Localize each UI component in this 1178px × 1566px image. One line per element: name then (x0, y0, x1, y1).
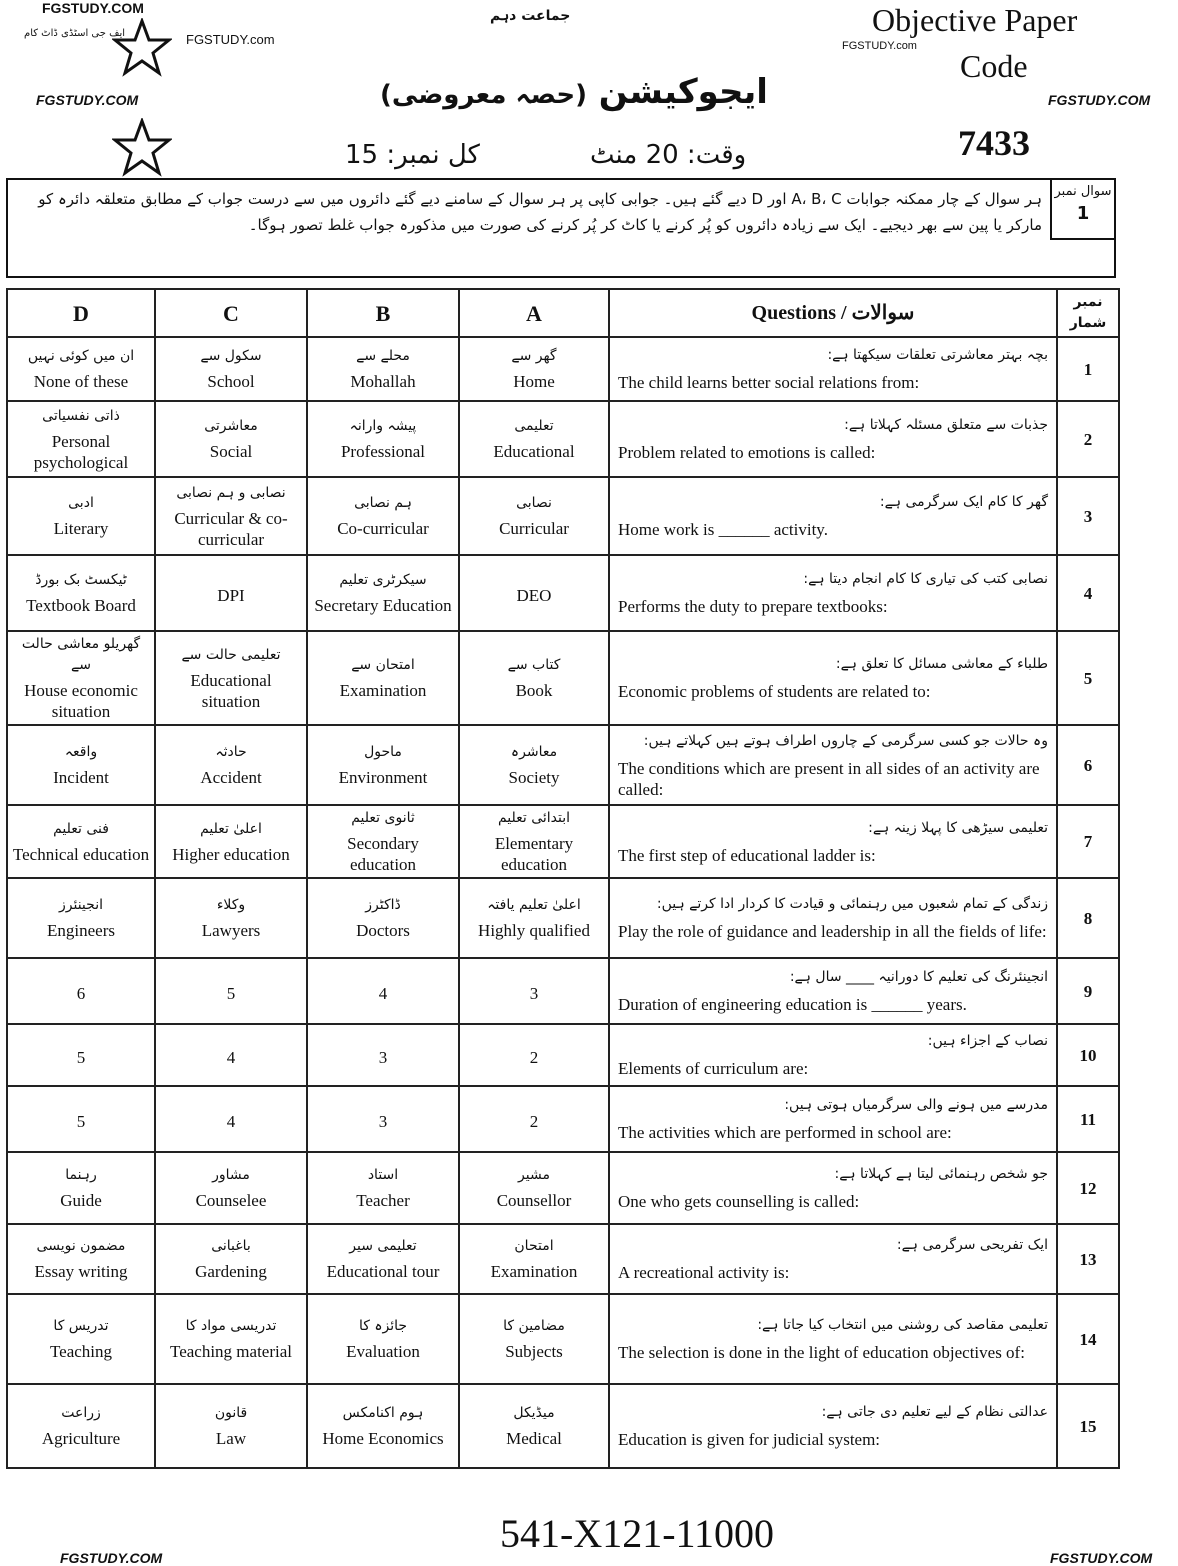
option-d (7, 878, 155, 958)
watermark: FGSTUDY.COM (60, 1550, 163, 1566)
table-row (7, 1152, 1119, 1224)
star-icon (112, 18, 172, 78)
option-b-urdu: تعلیمی سیر (349, 1238, 417, 1254)
option-d-english: Essay writing (34, 1262, 128, 1281)
option-d-urdu: انجینئرز (59, 897, 103, 913)
option-d-english: 5 (76, 1047, 86, 1067)
option-c-english: Gardening (195, 1262, 267, 1281)
option-a-english: DEO (516, 585, 552, 605)
question-urdu: نصابی کتب کی تیاری کا کام انجام دیتا ہے: (803, 571, 1048, 587)
question-urdu: نصاب کے اجزاء ہیں: (927, 1033, 1048, 1049)
question-cell (609, 878, 1057, 958)
option-b-english: Teacher (356, 1191, 410, 1210)
option-b-english: Professional (340, 442, 426, 461)
mcq-table (6, 288, 1120, 1469)
option-b-urdu: سیکرٹری تعلیم (339, 572, 427, 588)
option-c-urdu: باغبانی (211, 1238, 251, 1254)
option-a (459, 1224, 609, 1294)
option-b-english: Evaluation (346, 1342, 420, 1361)
option-c (155, 1294, 307, 1384)
option-c-english: Educational situation (190, 670, 272, 711)
option-d-urdu: تدریس کا (53, 1318, 109, 1334)
option-d (7, 1294, 155, 1384)
column-header-d: D (7, 289, 155, 337)
option-a (459, 1024, 609, 1086)
option-b-urdu: پیشہ وارانہ (349, 418, 417, 434)
question-urdu: انجینئرنگ کی تعلیم کا دورانیہ ____ سال ہے: (789, 969, 1048, 985)
option-b (307, 477, 459, 555)
question-english: The activities which are performed in school are: (618, 1123, 952, 1142)
question-urdu: تعلیمی مقاصد کی روشنی میں انتخاب کیا جاتا ہے: (757, 1317, 1048, 1333)
question-number: 2 (1057, 401, 1119, 477)
option-b (307, 878, 459, 958)
option-a-urdu: مشیر (518, 1167, 550, 1183)
question-urdu: بچہ بہتر معاشرتی تعلقات سیکھتا ہے: (827, 347, 1048, 363)
option-a-urdu: اعلیٰ تعلیم یافتہ (487, 897, 581, 913)
question-cell (609, 401, 1057, 477)
paper-id: 541-X121-11000 (500, 1511, 775, 1556)
option-b (307, 1224, 459, 1294)
option-c (155, 878, 307, 958)
option-c-english: 4 (226, 1047, 236, 1067)
time-allowed: وقت: 20 منٹ (590, 140, 747, 170)
question-number: 14 (1057, 1294, 1119, 1384)
option-c-english: Teaching material (170, 1342, 292, 1361)
option-d (7, 725, 155, 805)
option-c (155, 1086, 307, 1152)
question-urdu: وہ حالات جو کسی سرگرمی کے چاروں اطراف ہوتے ہیں کہلاتے ہیں: (643, 732, 1048, 749)
table-row (7, 1024, 1119, 1086)
option-c-urdu: نصابی و ہم نصابی (176, 484, 286, 501)
table-row (7, 878, 1119, 958)
option-d-english: Personal psychological (33, 431, 129, 472)
option-b (307, 725, 459, 805)
option-d (7, 1384, 155, 1468)
option-a-english: Society (508, 768, 560, 787)
option-a-english: Book (515, 681, 553, 700)
question-number: 15 (1057, 1384, 1119, 1468)
option-d (7, 555, 155, 631)
option-d-english: Engineers (47, 921, 115, 940)
option-c-english: DPI (217, 585, 245, 605)
question-cell (609, 1086, 1057, 1152)
table-row (7, 1384, 1119, 1468)
option-a (459, 878, 609, 958)
question-urdu: زندگی کے تمام شعبوں میں رہنمائی و قیادت کا کردار ادا کرتے ہیں: (656, 896, 1048, 912)
question-number: 3 (1057, 477, 1119, 555)
option-b-english: Co-curricular (337, 519, 429, 538)
option-b (307, 1384, 459, 1468)
question-number: 12 (1057, 1152, 1119, 1224)
option-c-english: Lawyers (201, 921, 261, 940)
question-number: 5 (1057, 631, 1119, 725)
watermark: FGSTUDY.COM (1050, 1550, 1153, 1566)
subject-title (380, 72, 768, 112)
table-row (7, 477, 1119, 555)
option-a (459, 805, 609, 878)
question-urdu: ایک تفریحی سرگرمی ہے: (896, 1237, 1048, 1253)
paper-code: 7433 (958, 123, 1030, 163)
table-row (7, 555, 1119, 631)
option-b-english: 3 (378, 1111, 388, 1131)
option-c (155, 1384, 307, 1468)
option-c (155, 725, 307, 805)
table-row (7, 401, 1119, 477)
option-d-urdu: ادبی (68, 495, 94, 511)
option-a (459, 1152, 609, 1224)
option-c-urdu: معاشرتی (204, 418, 258, 434)
watermark: FGSTUDY.COM (1048, 92, 1151, 108)
option-c-english: Accident (200, 768, 262, 787)
question-cell (609, 1024, 1057, 1086)
option-c-english: 5 (226, 983, 236, 1003)
option-a-english: Examination (490, 1262, 578, 1281)
option-a (459, 958, 609, 1024)
option-c (155, 958, 307, 1024)
option-b-english: Doctors (356, 921, 410, 940)
option-b (307, 631, 459, 725)
option-a (459, 477, 609, 555)
option-d-urdu: گھریلو معاشی حالت سے (21, 636, 141, 673)
option-a-english: 3 (529, 983, 539, 1003)
question-label: سوال نمبر (1054, 184, 1112, 199)
option-a-urdu: میڈیکل (513, 1405, 555, 1421)
option-b-english: Educational tour (326, 1262, 440, 1281)
option-a (459, 1294, 609, 1384)
option-a (459, 631, 609, 725)
option-c-urdu: وکلاء (216, 897, 246, 913)
option-b (307, 555, 459, 631)
option-a-english: Elementary education (494, 834, 574, 874)
option-d-urdu: زراعت (61, 1405, 101, 1421)
option-d (7, 401, 155, 477)
option-d (7, 805, 155, 878)
option-d-urdu: واقعہ (64, 744, 98, 760)
option-c-urdu: اعلیٰ تعلیم (200, 820, 262, 837)
option-d-english: Literary (53, 519, 109, 538)
question-english: Performs the duty to prepare textbooks: (618, 597, 888, 616)
option-b-english: Environment (338, 768, 428, 787)
question-number: 6 (1057, 725, 1119, 805)
question-urdu: جذبات سے متعلق مسئلہ کہلاتا ہے: (844, 417, 1048, 433)
option-c-english: Social (209, 442, 253, 461)
option-a-english: 2 (529, 1047, 539, 1067)
code-label: Code (960, 48, 1028, 84)
option-b-urdu: امتحان سے (351, 657, 415, 673)
table-header-row (7, 289, 1119, 337)
question-english: Play the role of guidance and leadership in all the fields of life: (618, 922, 1047, 941)
option-b (307, 337, 459, 401)
table-row (7, 631, 1119, 725)
option-a-urdu: ابتدائی تعلیم (497, 810, 571, 826)
question-number: 10 (1057, 1024, 1119, 1086)
table-row (7, 725, 1119, 805)
option-a-english: Medical (506, 1429, 562, 1448)
option-d (7, 1086, 155, 1152)
watermark: FGSTUDY.com (186, 32, 275, 47)
option-b-urdu: ثانوی تعلیم (351, 810, 415, 826)
question-english: The child learns better social relations from: (618, 373, 920, 392)
option-c (155, 1152, 307, 1224)
option-b-urdu: ماحول (364, 744, 402, 760)
option-c (155, 1224, 307, 1294)
option-a-urdu: نصابی (516, 495, 552, 511)
option-d-english: Textbook Board (26, 596, 136, 615)
option-a-english: Educational (493, 442, 575, 461)
table-row (7, 1086, 1119, 1152)
question-cell (609, 1152, 1057, 1224)
option-d (7, 1224, 155, 1294)
option-c (155, 805, 307, 878)
question-english: Problem related to emotions is called: (618, 443, 876, 462)
question-urdu: گھر کا کام ایک سرگرمی ہے: (879, 494, 1048, 510)
option-d-english: Guide (60, 1191, 102, 1210)
option-c-urdu: مشاور (212, 1167, 250, 1183)
instructions-text: ہر سوال کے چار ممکنہ جوابات A، B، C اور D دیے گئے ہیں۔ جوابی کاپی پر ہر سوال کے سامنے دیے گئے دائروں میں سے درست جواب کے مطابق متعلقہ دائرہ کو مارکر یا پین سے بھر دیجیے۔ ایک سے زیادہ دائروں کو پُر کرنے یا کاٹ کر پُر کرنے کی صورت میں مذکورہ جواب غلط تصور ہوگا۔ (38, 190, 1042, 234)
question-number: 7 (1057, 805, 1119, 878)
option-c (155, 631, 307, 725)
option-b-english: Home Economics (322, 1429, 444, 1448)
option-b-urdu: استاد (367, 1167, 399, 1183)
option-d-urdu: ٹیکسٹ بک بورڈ (35, 572, 127, 588)
option-a-english: Counsellor (496, 1191, 572, 1210)
question-cell (609, 1294, 1057, 1384)
option-b-english: Secretary Education (314, 596, 452, 615)
watermark: FGSTUDY.COM (42, 0, 144, 16)
option-c-urdu: تدریسی مواد کا (185, 1318, 277, 1334)
question-english: Economic problems of students are related to: (618, 682, 931, 701)
option-b-urdu: ہم نصابی (354, 495, 412, 511)
option-a-english: Highly qualified (478, 921, 590, 940)
question-number: 1 (1057, 337, 1119, 401)
watermark: FGSTUDY.COM (36, 92, 139, 108)
option-a (459, 725, 609, 805)
option-d (7, 1152, 155, 1224)
section-name: (حصہ معروضی) (380, 80, 587, 110)
option-c-urdu: سکول سے (200, 348, 262, 364)
option-a-urdu: معاشرہ (510, 744, 558, 760)
question-english: The selection is done in the light of education objectives of: (618, 1343, 1025, 1362)
question-english: Duration of engineering education is ______ years. (618, 995, 967, 1014)
option-d (7, 477, 155, 555)
column-header-a: A (459, 289, 609, 337)
option-b (307, 1294, 459, 1384)
option-d-english: 6 (76, 983, 86, 1003)
option-d-english: Agriculture (41, 1429, 121, 1448)
option-d-urdu: فنی تعلیم (53, 820, 109, 837)
column-header-b: B (307, 289, 459, 337)
column-header-questions: Questions / سوالات (609, 289, 1057, 337)
option-b-urdu: محلے سے (356, 348, 410, 364)
question-english: The conditions which are present in all sides of an activity are called: (618, 758, 1040, 799)
option-a-urdu: امتحان (514, 1238, 554, 1254)
option-d-english: House economic situation (24, 681, 138, 721)
option-c-english: Law (215, 1429, 247, 1448)
option-d (7, 1024, 155, 1086)
question-english: A recreational activity is: (618, 1263, 790, 1282)
total-marks: کل نمبر: 15 (345, 140, 480, 170)
question-number: 4 (1057, 555, 1119, 631)
question-number-box (1050, 180, 1114, 240)
option-a (459, 337, 609, 401)
option-a (459, 401, 609, 477)
question-cell (609, 477, 1057, 555)
question-number: 8 (1057, 878, 1119, 958)
option-c-english: Higher education (172, 844, 290, 864)
option-b-urdu: جائزہ کا (358, 1318, 408, 1334)
question-urdu: عدالتی نظام کے لیے تعلیم دی جاتی ہے: (821, 1404, 1048, 1420)
option-b-english: Secondary education (347, 834, 419, 874)
question-number: 1 (1076, 203, 1090, 224)
column-header-c: C (155, 289, 307, 337)
question-cell (609, 805, 1057, 878)
question-urdu: مدرسے میں ہونے والی سرگرمیاں ہوتی ہیں: (784, 1097, 1048, 1113)
question-number: 11 (1057, 1086, 1119, 1152)
option-b-english: Mohallah (350, 372, 416, 391)
option-a-english: 2 (529, 1111, 539, 1131)
option-c (155, 477, 307, 555)
option-a-english: Home (513, 372, 555, 391)
option-b-english: 4 (378, 983, 388, 1003)
option-d-english: Incident (53, 768, 109, 787)
star-icon (112, 118, 172, 178)
table-row (7, 1224, 1119, 1294)
question-cell (609, 1224, 1057, 1294)
option-d (7, 631, 155, 725)
question-english: Education is given for judicial system: (618, 1430, 881, 1449)
watermark-urdu: ایف جی اسٹڈی ڈاٹ کام (24, 28, 126, 39)
question-cell (609, 337, 1057, 401)
option-d-english: None of these (33, 372, 129, 391)
option-b (307, 958, 459, 1024)
instructions-box (6, 178, 1116, 278)
option-a (459, 555, 609, 631)
option-a-urdu: مضامین کا (503, 1318, 565, 1334)
option-a-urdu: تعلیمی (514, 418, 554, 434)
option-b-english: Examination (339, 681, 427, 700)
subject-name: ایجوکیشن (598, 72, 768, 112)
option-d-english: Technical education (12, 844, 150, 864)
option-b-english: 3 (378, 1047, 388, 1067)
option-d-urdu: ان میں کوئی نہیں (27, 348, 135, 364)
class-label: جماعت دہم (490, 8, 571, 24)
option-c (155, 555, 307, 631)
question-english: The first step of educational ladder is: (618, 845, 876, 865)
option-d (7, 337, 155, 401)
option-c-urdu: قانون (214, 1405, 248, 1421)
question-urdu: تعلیمی سیڑھی کا پہلا زینہ ہے: (868, 819, 1048, 836)
question-number: 9 (1057, 958, 1119, 1024)
option-c (155, 337, 307, 401)
option-a-english: Subjects (505, 1342, 563, 1361)
option-d (7, 958, 155, 1024)
column-header-number: نمبر شمار (1057, 289, 1119, 337)
option-a (459, 1086, 609, 1152)
question-urdu: جو شخص رہنمائی لیتا ہے کہلاتا ہے: (834, 1166, 1048, 1182)
question-cell (609, 555, 1057, 631)
question-cell (609, 1384, 1057, 1468)
table-row (7, 337, 1119, 401)
table-row (7, 958, 1119, 1024)
question-cell (609, 725, 1057, 805)
option-d-urdu: مضمون نویسی (36, 1238, 126, 1254)
option-c-urdu: تعلیمی حالت سے (181, 646, 281, 663)
table-row (7, 805, 1119, 878)
option-c (155, 401, 307, 477)
option-b (307, 1024, 459, 1086)
option-b (307, 401, 459, 477)
question-english: One who gets counselling is called: (618, 1192, 860, 1211)
option-b-urdu: ہوم اکنامکس (342, 1405, 424, 1421)
table-row (7, 1294, 1119, 1384)
option-a (459, 1384, 609, 1468)
option-a-urdu: گھر سے (511, 348, 557, 364)
objective-paper-label: Objective Paper (872, 2, 1078, 38)
option-d-english: 5 (76, 1111, 86, 1131)
option-c-english: 4 (226, 1111, 236, 1131)
option-c-english: School (207, 372, 255, 391)
option-c (155, 1024, 307, 1086)
option-c-english: Counselee (195, 1191, 267, 1210)
option-d-urdu: رہنما (65, 1167, 97, 1183)
option-a-urdu: کتاب سے (507, 657, 561, 673)
question-cell (609, 958, 1057, 1024)
question-english: Elements of curriculum are: (618, 1059, 809, 1078)
question-number: 13 (1057, 1224, 1119, 1294)
question-urdu: طلباء کے معاشی مسائل کا تعلق ہے: (835, 656, 1048, 672)
option-b (307, 1152, 459, 1224)
watermark: FGSTUDY.com (842, 40, 917, 52)
option-c-urdu: حادثہ (215, 744, 247, 760)
option-b (307, 1086, 459, 1152)
option-d-english: Teaching (49, 1342, 113, 1361)
option-d-urdu: ذاتی نفسیاتی (42, 407, 120, 424)
option-a-english: Curricular (499, 519, 569, 538)
option-b-urdu: ڈاکٹرز (365, 897, 401, 913)
option-b (307, 805, 459, 878)
question-cell (609, 631, 1057, 725)
option-c-english: Curricular & co-curricular (174, 508, 288, 549)
question-english: Home work is ______ activity. (618, 520, 828, 539)
